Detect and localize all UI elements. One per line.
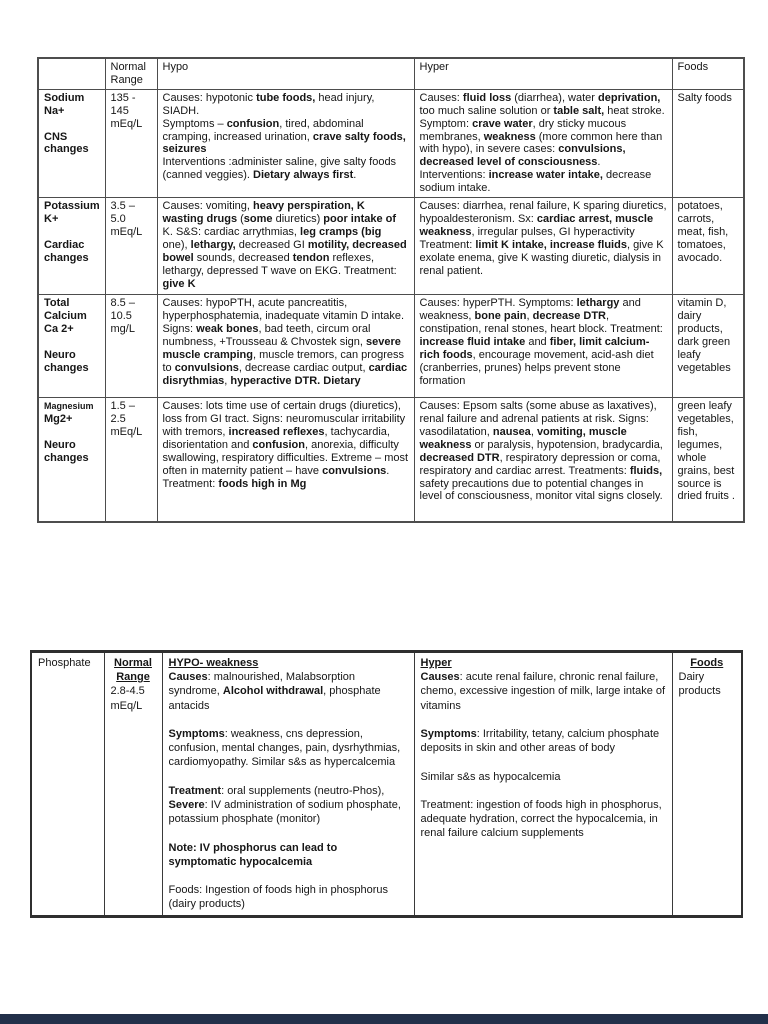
foods-cell: Salty foods [672,89,744,197]
viewer-bottom-bar [0,1014,768,1024]
foods-cell: potatoes, carrots, meat, fish, tomatoes, avocado. [672,198,744,295]
table-row-phosphate [31,652,742,917]
header-element-cell [38,58,105,89]
hyper-cell: Causes: hyperPTH. Symptoms: lethargy and weakness, bone pain, decrease DTR, constipation, renal stones, heart block. Treatment: increase fluid intake and fiber, limit calcium-rich foods, encourage movement, acid-ash diet (cranberries, prunes) helps prevent stone formation [414,295,672,398]
element-name-cell: Total Calcium Ca 2+ Neuro changes [38,295,105,398]
hypo-cell: Causes: hypoPTH, acute pancreatitis, hyperphosphatemia, inadequate vitamin D intake. Signs: weak bones, bad teeth, circum oral numbness, +Trousseau & Chvostek sign, severe muscle cramping, muscle tremors, can progress to convulsions, decrease cardiac output, cardiac disrythmias, hyperactive DTR. Dietary [157,295,414,398]
table-header-row [38,58,744,89]
element-name-cell: Phosphate [31,652,104,917]
hyper-cell: Causes: diarrhea, renal failure, K sparing diuretics, hypoaldesteronism. Sx: cardiac arrest, muscle weakness, irregular pulses, GI hyperactivity Treatment: limit K intake, increase fluids, give K exolate enema, give K wasting diuretic, dialysis in renal patient. [414,198,672,295]
normal-range-cell: Normal Range 2.8-4.5 mEq/L [104,652,162,917]
element-name-cell: Sodium Na+ CNS changes [38,89,105,197]
electrolyte-table [37,57,745,523]
hypo-cell: Causes: vomiting, heavy perspiration, K wasting drugs (some diuretics) poor intake of K. S&S: cardiac arrythmias, leg cramps (big one), lethargy, decreased GI motility, decreased bowel sounds, decreased tendon reflexes, lethargy, depressed T wave on EKG. Treatment: give K [157,198,414,295]
table-row-magnesium [38,398,744,522]
header-foods-cell: Foods [672,58,744,89]
foods-cell: Foods Dairy products [672,652,742,917]
header-normal-range-cell: Normal Range [105,58,157,89]
normal-range-cell: 8.5 – 10.5 mg/L [105,295,157,398]
header-hypo-cell: Hypo [157,58,414,89]
hyper-cell: Causes: Epsom salts (some abuse as laxatives), renal failure and adrenal patients at risk. Signs: vasodilatation, nausea, vomiting, muscle weakness or paralysis, hypotension, bradycardia, decreased DTR, respiratory depression or coma, respiratory and cardiac arrest. Treatments: fluids, safety precautions due to potential changes in level of consciousness, monitor vital signs closely. [414,398,672,522]
hypo-cell: Causes: lots time use of certain drugs (diuretics), loss from GI tract. Signs: neuromuscular irritability with tremors, increased reflexes, tachycardia, disorientation and confusion, anorexia, difficulty swallowing, respiratory difficulties. Extreme – most often in maternity patient – have convulsions. Treatment: foods high in Mg [157,398,414,522]
element-name-cell: Magnesium Mg2+ Neuro changes [38,398,105,522]
hyper-cell: Causes: fluid loss (diarrhea), water deprivation, too much saline solution or table salt, heat stroke. Symptom: crave water, dry sticky mucous membranes, weakness (more common here than with hypo), in severe cases: convulsions, decreased level of consciousness. Interventions: increase water intake, decrease sodium intake. [414,89,672,197]
table-row-sodium [38,89,744,197]
table-row-calcium [38,295,744,398]
table-row-potassium [38,198,744,295]
foods-cell: vitamin D, dairy products, dark green leafy vegetables [672,295,744,398]
hypo-cell: HYPO- weakness Causes: malnourished, Malabsorption syndrome, Alcohol withdrawal, phosphate antacids Symptoms: weakness, cns depression, confusion, mental changes, pain, dysrhythmias, cardiomyopathy. Similar s&s as hypercalcemia Treatment: oral supplements (neutro-Phos), Severe: IV administration of sodium phosphate, potassium phosphate (monitor) Note: IV phosphorus can lead to symptomatic hypocalcemia Foods: Ingestion of foods high in phosphorus (dairy products) [162,652,414,917]
normal-range-cell: 3.5 – 5.0 mEq/L [105,198,157,295]
header-hyper-cell: Hyper [414,58,672,89]
normal-range-cell: 1.5 – 2.5 mEq/L [105,398,157,522]
phosphate-table [30,650,743,918]
hypo-cell: Causes: hypotonic tube foods, head injury, SIADH. Symptoms – confusion, tired, abdominal cramping, increased urination, crave salty foods, seizures Interventions :administer saline, give salty foods (canned veggies). Dietary always first. [157,89,414,197]
element-name-cell: Potassium K+ Cardiac changes [38,198,105,295]
foods-cell: green leafy vegetables, fish, legumes, whole grains, best source is dried fruits . [672,398,744,522]
hyper-cell: Hyper Causes: acute renal failure, chronic renal failure, chemo, excessive ingestion of milk, large intake of vitamins Symptoms: Irritability, tetany, calcium phosphate deposits in skin and other areas of body Similar s&s as hypocalcemia Treatment: ingestion of foods high in phosphorus, adequate hydration, correct the hypocalcemia, in renal failure calcium supplements [414,652,672,917]
normal-range-cell: 135 - 145 mEq/L [105,89,157,197]
